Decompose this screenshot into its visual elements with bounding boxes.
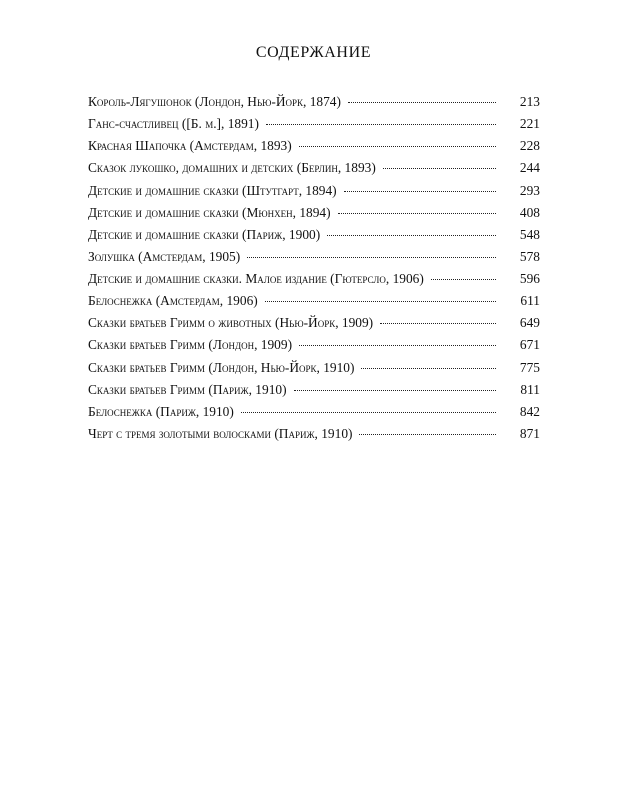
toc-entry-title: Детские и домашние сказки (Штутгарт, 1894) [88,182,337,198]
toc-entry-page-number: 293 [519,182,540,198]
toc-entry-title: Сказок лукошко, домашних и детских (Берлин, 1893) [88,160,376,176]
toc-entry-page-number: 213 [519,94,540,109]
dot-leader [247,245,496,258]
toc-entry-title: Король-Лягушонок (Лондон, Нью-Йорк, 1874) [88,94,341,109]
toc-entry-title: Детские и домашние сказки (Париж, 1900) [88,226,321,242]
toc-entry-page-number: 221 [519,116,540,132]
toc-entry-page-number: 596 [519,271,540,286]
toc-entry-title: Белоснежка (Амстердам, 1906) [88,293,258,309]
dot-leader [359,422,496,435]
toc-entry-title: Белоснежка (Париж, 1910) [88,403,234,419]
toc-entry-page-number: 611 [520,293,540,309]
toc-entry-page-number: 244 [519,160,540,176]
toc-entry-page-number: 842 [519,403,540,419]
dot-leader [380,311,496,324]
dot-leader [294,378,496,391]
dot-leader [299,333,496,346]
dot-leader [383,156,496,169]
toc-entry-page-number: 408 [519,204,540,220]
table-of-contents [88,93,540,447]
dot-leader [348,90,496,103]
toc-entry-title: Сказки братьев Гримм (Лондон, 1909) [88,337,293,353]
toc-entry-title: Черт с тремя золотыми волосками (Париж, 1910) [88,425,353,441]
toc-entry-page-number: 548 [519,226,540,242]
toc-entry-page-number: 871 [519,425,540,441]
dot-leader [265,289,496,302]
toc-entry-title: Сказки братьев Гримм о животных (Нью-Йорк, 1909) [88,315,374,331]
toc-entry-page-number: 578 [519,248,540,264]
toc-entry-title: Сказки братьев Гримм (Лондон, Нью-Йорк, 1910) [88,359,355,375]
dot-leader [344,179,496,192]
toc-entry-page-number: 775 [519,359,540,375]
toc-entry-page-number: 228 [519,138,540,154]
dot-leader [327,223,496,236]
dot-leader [361,356,496,369]
toc-entry-title: Детские и домашние сказки. Малое издание (Гютерсло, 1906) [88,271,424,286]
toc-entry-page-number: 811 [520,381,540,397]
toc-entry-page-number: 649 [519,315,540,331]
toc-entry-title: Детские и домашние сказки (Мюнхен, 1894) [88,204,331,220]
dot-leader [338,201,496,214]
toc-entry-title: Золушка (Амстердам, 1905) [88,248,241,264]
dot-leader [299,134,496,147]
dot-leader [241,400,496,413]
toc-entry-title: Ганс-счастливец ([Б. м.], 1891) [88,116,259,132]
page-title: СОДЕРЖАНИЕ [255,44,372,61]
dot-leader [431,267,496,280]
toc-entry-page-number: 671 [519,337,540,353]
toc-entry [88,425,540,447]
toc-entry-title: Сказки братьев Гримм (Париж, 1910) [88,381,287,397]
dot-leader [266,112,496,125]
toc-entry-title: Красная Шапочка (Амстердам, 1893) [88,138,292,154]
